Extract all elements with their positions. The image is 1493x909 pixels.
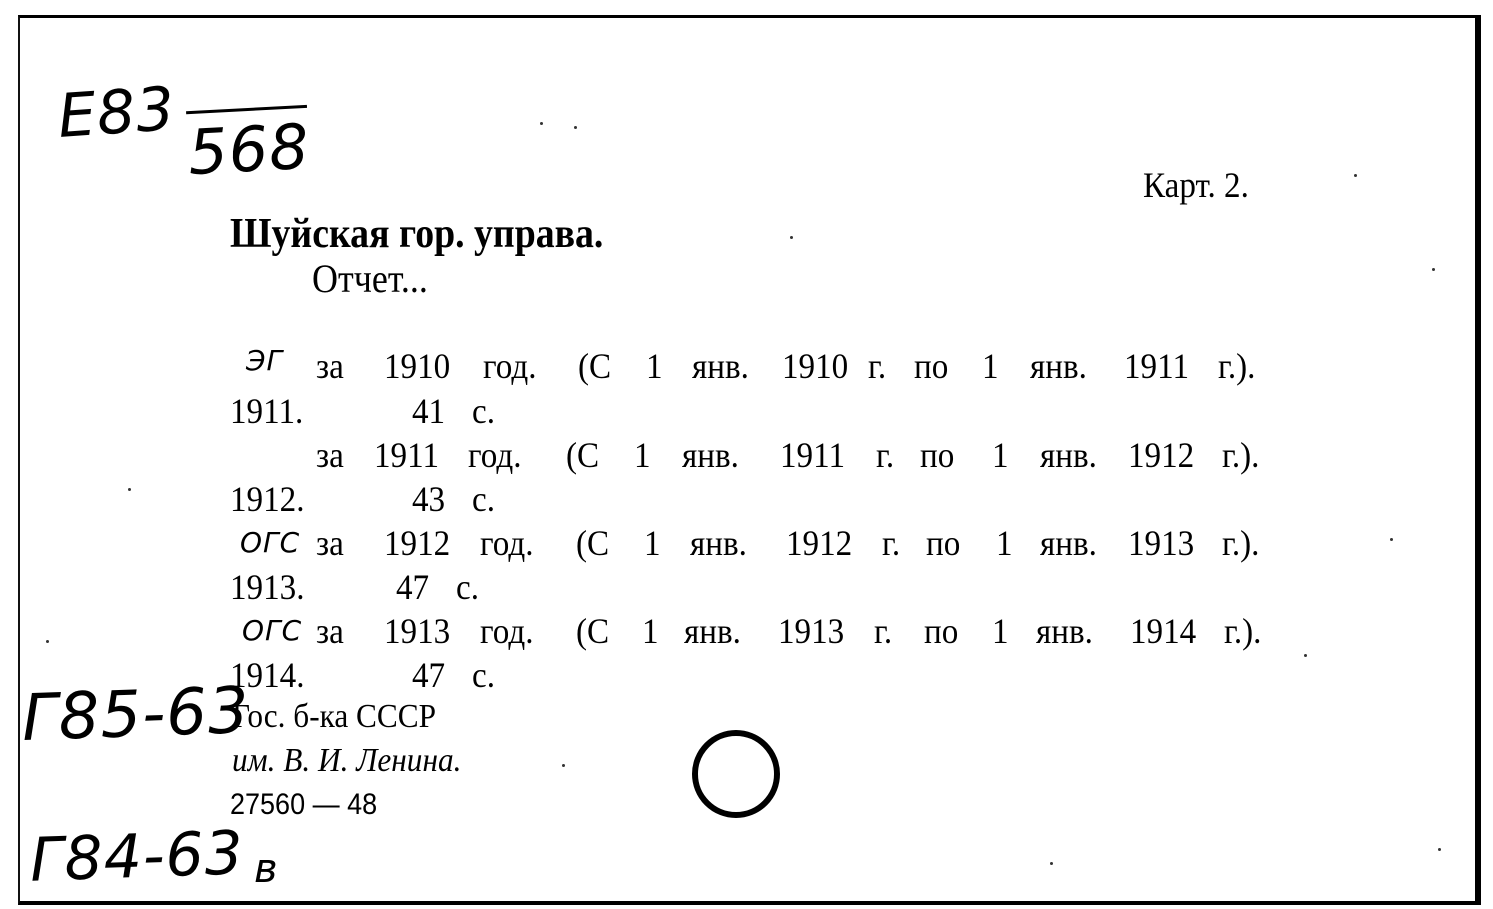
entry-word: 1914 [1130, 611, 1197, 651]
entry-word: по [914, 346, 949, 386]
entry-pages-unit: с. [472, 479, 495, 519]
card-punch-hole [692, 730, 780, 818]
entry-word: (С [576, 611, 610, 651]
entry-1912-imprint [0, 566, 1493, 606]
entry-1913-line [0, 610, 1493, 650]
entry-word: по [920, 435, 955, 475]
entry-1911-line [0, 434, 1493, 474]
entry-1911-imprint [0, 478, 1493, 518]
card-number: Карт. 2. [1143, 165, 1249, 205]
entry-word: 1913 [384, 611, 451, 651]
author-heading: Шуйская гор. управа. [230, 211, 604, 257]
entry-year: 1912. [230, 479, 305, 519]
entry-word: янв. [682, 435, 739, 475]
scan-speck [574, 126, 577, 129]
scan-speck [790, 236, 793, 239]
entry-word: 1912 [786, 523, 853, 563]
entry-word: 1913 [778, 611, 845, 651]
entry-word: год. [468, 435, 522, 475]
entry-word: 1911 [1124, 346, 1190, 386]
entry-word: янв. [1040, 523, 1097, 563]
entry-year: 1911. [230, 391, 304, 431]
entry-word: янв. [1036, 611, 1093, 651]
entry-word: за [316, 435, 344, 475]
entry-pages: 41 [412, 391, 446, 431]
entry-1913-imprint [0, 654, 1493, 694]
entry-pages-unit: с. [472, 391, 495, 431]
title-heading: Отчет... [312, 256, 428, 301]
scan-speck [562, 764, 565, 767]
scan-speck [128, 488, 131, 491]
handwritten-shelfmark-bottom: Г84-63 [28, 818, 245, 896]
entry-word: по [924, 611, 959, 651]
entry-pages: 43 [412, 479, 446, 519]
entry-word: 1912 [1128, 435, 1195, 475]
entry-word: г. [868, 346, 887, 386]
scan-speck [1354, 174, 1357, 177]
entry-word: 1 [982, 346, 999, 386]
entry-pages-unit: с. [456, 567, 479, 607]
entry-pages-unit: с. [472, 655, 495, 695]
entry-pages: 47 [396, 567, 430, 607]
scan-speck [46, 640, 49, 643]
entry-1910-line [0, 345, 1493, 385]
entry-word: янв. [1040, 435, 1097, 475]
entry-word: г.). [1222, 523, 1260, 563]
entry-word: г. [876, 435, 895, 475]
entry-word: г. [874, 611, 893, 651]
entry-word: 1911 [374, 435, 440, 475]
handwritten-shelfmark-mid: Г85-63 [20, 674, 251, 756]
entry-1910-imprint [0, 390, 1493, 430]
entry-word: янв. [692, 346, 749, 386]
entry-word: за [316, 523, 344, 563]
handwritten-shelfmark-top: E83 [55, 73, 178, 153]
scan-speck [1432, 268, 1435, 271]
entry-word: 1 [644, 523, 661, 563]
scan-speck [540, 122, 543, 125]
scan-speck [1050, 862, 1053, 865]
entry-word: 1 [996, 523, 1013, 563]
entry-word: г.). [1218, 346, 1256, 386]
scan-speck [1438, 848, 1441, 851]
entry-word: 1910 [384, 346, 451, 386]
entry-word: (С [566, 435, 600, 475]
handwritten-mark-1910: ЭГ [246, 344, 284, 377]
entry-word: янв. [1030, 346, 1087, 386]
entry-year: 1914. [230, 655, 305, 695]
print-code: 27560 — 48 [230, 788, 378, 821]
entry-word: 1 [992, 611, 1009, 651]
entry-year: 1913. [230, 567, 305, 607]
entry-word: 1 [992, 435, 1009, 475]
entry-pages: 47 [412, 655, 446, 695]
entry-word: г.). [1222, 435, 1260, 475]
handwritten-mark-1912: ОГС [240, 526, 301, 559]
handwritten-mark-1913: ОГС [242, 614, 303, 647]
handwritten-shelfmark-top-sub: 568 [186, 105, 311, 189]
entry-1912-line [0, 522, 1493, 562]
entry-word: год. [480, 523, 534, 563]
entry-word: год. [483, 346, 537, 386]
entry-word: год. [480, 611, 534, 651]
handwritten-shelfmark-bottom-suffix: в [254, 846, 279, 892]
entry-word: г. [882, 523, 901, 563]
entry-word: за [316, 346, 344, 386]
library-name-line2: им. В. И. Ленина. [232, 742, 462, 779]
entry-word: янв. [684, 611, 741, 651]
library-name-line1: Гос. б-ка СССР [232, 698, 437, 735]
entry-word: 1910 [782, 346, 849, 386]
entry-word: 1 [634, 435, 651, 475]
entry-word: янв. [690, 523, 747, 563]
entry-word: 1911 [780, 435, 846, 475]
entry-word: за [316, 611, 344, 651]
scan-speck [1390, 538, 1393, 541]
entry-word: 1912 [384, 523, 451, 563]
entry-word: (С [578, 346, 612, 386]
entry-word: по [926, 523, 961, 563]
entry-word: 1 [646, 346, 663, 386]
entry-word: (С [576, 523, 610, 563]
entry-word: г.). [1224, 611, 1262, 651]
entry-word: 1 [642, 611, 659, 651]
entry-word: 1913 [1128, 523, 1195, 563]
scan-speck [1304, 654, 1307, 657]
